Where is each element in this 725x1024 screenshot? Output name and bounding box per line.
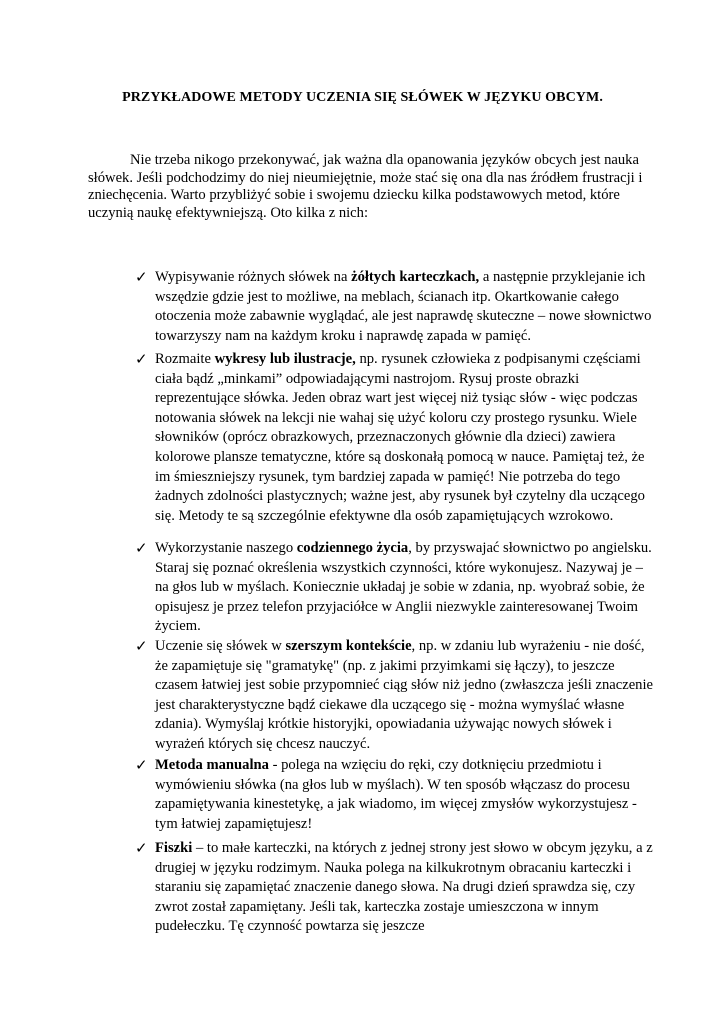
- intro-paragraph: [88, 152, 648, 222]
- checkmark-icon: ✓: [135, 637, 148, 655]
- list-item: [135, 637, 655, 755]
- list-item: [135, 756, 655, 834]
- list-item: [135, 268, 655, 346]
- document-title: PRZYKŁADOWE METODY UCZENIA SIĘ SŁÓWEK W JĘZYKU OBCYM.: [122, 90, 603, 105]
- list-item: [135, 539, 655, 637]
- list-item: [135, 350, 655, 526]
- checkmark-icon: ✓: [135, 268, 148, 286]
- list-item: [135, 839, 655, 937]
- list-item-text: Metoda manualna - polega na wzięciu do ręki, czy dotknięciu przedmiotu i wymówieniu słówka (na głos lub w myślach). W ten sposób włączasz do procesu zapamiętywania kinestetykę, a jak wiadomo, im więcej zmysłów wykorzystujesz - tym łatwiej zapamiętujesz!: [155, 757, 637, 832]
- checkmark-icon: ✓: [135, 756, 148, 774]
- checkmark-icon: ✓: [135, 350, 148, 368]
- list-item-text: Wykorzystanie naszego codziennego życia, by przyswajać słownictwo po angielsku. Staraj się poznać określenia wszystkich czynności, które wykonujesz. Nazywaj je – na głos lub w myślach. Koniecznie układaj je sobie w zdania, np. wyobraź sobie, że opisujesz je przez telefon przyjaciółce w Anglii niezwykle zainteresowanej Twoim życiem.: [155, 540, 652, 635]
- list-item-text: Wypisywanie różnych słówek na żółtych karteczkach, a następnie przyklejanie ich wszędzie gdzie jest to możliwe, na meblach, ścianach itp. Okartkowanie całego otoczenia może zabawnie wyglądać, ale jest naprawdę skuteczne – nowe słownictwo towarzyszy nam na każdym kroku i naprawdę zapada w pamięć.: [155, 269, 652, 344]
- checkmark-icon: ✓: [135, 839, 148, 857]
- list-item-text: Rozmaite wykresy lub ilustracje, np. rysunek człowieka z podpisanymi częściami ciała bądź „minkami” odpowiadającymi nastrojom. Rysuj proste obrazki reprezentujące słówka. Jeden obraz wart jest więcej niż tysiąc słów - więc podczas notowania słówek na lekcji nie wahaj się użyć koloru czy prostego rysunku. Wiele słowników (oprócz obrazkowych, przeznaczonych głównie dla dzieci) zawiera kolorowe plansze tematyczne, które są doskonałą pomocą w nauce. Pamiętaj też, że im śmieszniejszy rysunek, tym bardziej zapada w pamięć! Nie potrzeba do tego żadnych zdolności plastycznych; ważne jest, aby rysunek był czytelny dla uczącego się. Metody te są szczególnie efektywne dla osób zapamiętujących wzrokowo.: [155, 351, 645, 524]
- checkmark-icon: ✓: [135, 539, 148, 557]
- list-item-text: Fiszki – to małe karteczki, na których z jednej strony jest słowo w obcym języku, a z drugiej w języku rodzimym. Nauka polega na kilkukrotnym obracaniu karteczki i staraniu się zapamiętać znaczenie danego słowa. Na drugi dzień sprawdza się, czy zwrot został zapamiętany. Jeśli tak, karteczka zostaje umieszczona w innym pudełeczku. Tę czynność powtarza się jeszcze: [155, 840, 653, 935]
- intro-text: Nie trzeba nikogo przekonywać, jak ważna dla opanowania języków obcych jest nauka słówek. Jeśli podchodzimy do niej nieumiejętnie, może stać się ona dla nas źródłem frustracji i zniechęcenia. Warto przybliżyć sobie i swojemu dziecku kilka podstawowych metod, które uczynią naukę efektywniejszą. Oto kilka z nich:: [88, 152, 643, 221]
- list-item-text: Uczenie się słówek w szerszym kontekście, np. w zdaniu lub wyrażeniu - nie dość, że zapamiętuje się "gramatykę" (np. z jakimi przyimkami się łączy), to jeszcze czasem łatwiej jest sobie przypomnieć ciąg słów niż jedno (zwłaszcza jeśli znaczenie jest charakterystyczne bądź ciekawe dla uczącego się - można wymyślać własne zdania). Wymyślaj krótkie historyjki, opowiadania używając nowych słówek i wyrażeń których się chcesz nauczyć.: [155, 638, 653, 752]
